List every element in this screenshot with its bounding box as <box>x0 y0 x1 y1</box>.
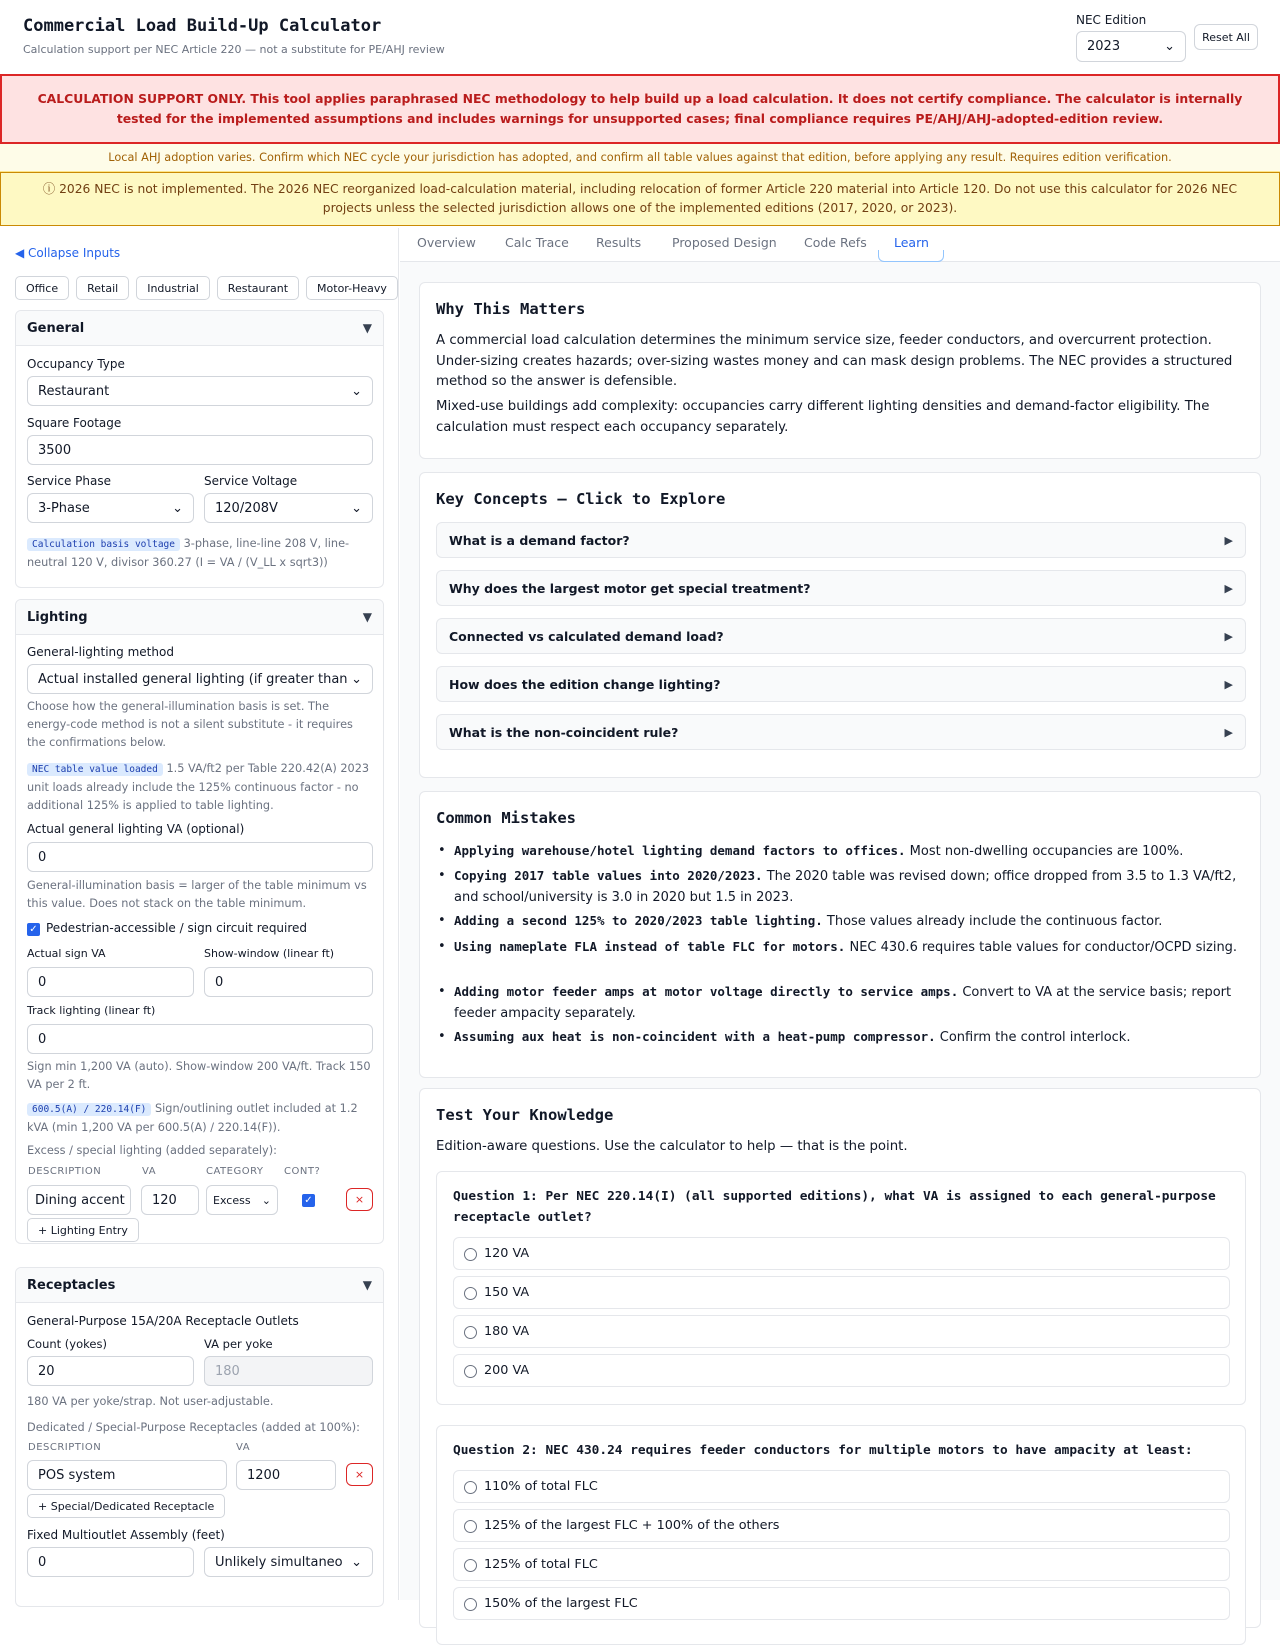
why-paragraph-1: A commercial load calculation determines the minimum service size, feeder conductors, and overcurrent protection. Under-sizing creates hazards; over-sizing wastes money and can mask design problems. The NEC provides a structured method so the answer is defensible. <box>436 333 1233 389</box>
va-per-yoke-input: 180 <box>204 1356 373 1386</box>
actual-lighting-label: Actual general lighting VA (optional) <box>27 822 245 836</box>
question-1 <box>436 1171 1246 1405</box>
mistake-item: • Adding a second 125% to 2020/2023 table lighting. Those values already include the continuous factor. <box>454 910 1244 932</box>
sqft-label: Square Footage <box>27 416 122 430</box>
receptacles-panel <box>15 1267 384 1607</box>
add-dedicated-receptacle-button[interactable]: + Special/Dedicated Receptacle <box>27 1494 225 1518</box>
radio-icon <box>464 1326 477 1339</box>
voltage-label: Service Voltage <box>204 474 298 488</box>
concept-edition-lighting[interactable] <box>436 666 1246 702</box>
page-subtitle: Calculation support per NEC Article 220 — not a substitute for PE/AHJ review <box>23 43 445 56</box>
concept-label: Why does the largest motor get special treatment? <box>449 580 811 596</box>
track-lighting-input[interactable]: 0 <box>27 1024 373 1054</box>
radio-icon <box>464 1365 477 1378</box>
inputs-panel <box>0 228 399 1600</box>
show-window-input[interactable]: 0 <box>204 967 373 997</box>
concept-largest-motor[interactable] <box>436 570 1246 606</box>
multioutlet-usage-value: Unlikely simultaneo <box>215 1554 343 1570</box>
yoke-count-input[interactable]: 20 <box>27 1356 194 1386</box>
q2-option-a[interactable]: 110% of total FLC <box>453 1470 1230 1503</box>
dedicated-desc-input[interactable]: POS system <box>27 1460 227 1490</box>
basis-note <box>27 535 373 572</box>
sign-va-input[interactable]: 0 <box>27 967 194 997</box>
general-panel <box>15 310 384 588</box>
sign-note <box>27 1100 373 1137</box>
tab-calc-trace[interactable]: Calc Trace <box>505 235 569 250</box>
excess-desc-input[interactable]: Dining accent <box>27 1185 131 1215</box>
actual-lighting-hint: General-illumination basis = larger of the table minimum vs this value. Does not stack on the table minimum. <box>27 879 367 910</box>
mistake-item: • Using nameplate FLA instead of table FLC for motors. NEC 430.6 requires table values for conductor/OCPD sizing. <box>454 936 1244 958</box>
concept-label: How does the edition change lighting? <box>449 676 721 692</box>
radio-icon <box>464 1287 477 1300</box>
lighting-method-value: Actual installed general lighting (if greater than <box>38 671 348 687</box>
phase-value: 3-Phase <box>38 500 90 516</box>
col-continuous: CONT? <box>284 1166 321 1177</box>
mistake-item: • Applying warehouse/hotel lighting demand factors to offices. Most non-dwelling occupancies are 100%. <box>454 840 1244 862</box>
va-per-yoke-hint: 180 VA per yoke/strap. Not user-adjustable. <box>27 1395 274 1408</box>
col-va: VA <box>142 1166 157 1177</box>
lighting-method-label: General-lighting method <box>27 645 174 659</box>
multioutlet-usage-select[interactable] <box>204 1547 373 1577</box>
quiz-title: Test Your Knowledge <box>436 1106 614 1124</box>
gp-receptacle-label: General-Purpose 15A/20A Receptacle Outlets <box>27 1314 299 1328</box>
chevron-down-icon: ⌄ <box>261 1193 271 1207</box>
results-area <box>400 228 1280 1611</box>
tab-proposed-design[interactable]: Proposed Design <box>672 235 777 250</box>
dedicated-va-input[interactable]: 1200 <box>236 1460 336 1490</box>
chevron-right-icon: ▶ <box>1224 629 1233 643</box>
mistakes-title: Common Mistakes <box>436 809 576 827</box>
why-title: Why This Matters <box>436 300 586 318</box>
excess-category-select[interactable] <box>206 1185 278 1215</box>
occupancy-value: Restaurant <box>38 383 110 399</box>
lighting-method-select[interactable] <box>27 664 373 694</box>
preset-motor-heavy[interactable]: Motor-Heavy <box>306 276 398 300</box>
lighting-method-hint: Choose how the general-illumination basis is set. The energy-code method is not a silent substitute - it requires the confirmations below. <box>27 700 353 749</box>
remove-receptacle-row-button[interactable]: × <box>346 1463 373 1486</box>
collapse-inputs-link[interactable]: ◀ Collapse Inputs <box>15 246 121 260</box>
why-card <box>419 282 1261 459</box>
sign-text: Sign/outlining outlet included at 1.2 kVA (min 1,200 VA per 600.5(A) / 220.14(F)). <box>27 1102 358 1134</box>
sign-tag: 600.5(A) / 220.14(F) <box>27 1103 151 1116</box>
mistake-item: • Assuming aux heat is non-coincident with a heat-pump compressor. Confirm the control interlock. <box>454 1026 1244 1048</box>
table-value-note <box>27 760 373 815</box>
excess-category-value: Excess <box>213 1193 251 1207</box>
dedicated-label: Dedicated / Special-Purpose Receptacles (added at 100%): <box>27 1421 360 1434</box>
voltage-select[interactable] <box>204 493 373 523</box>
chevron-down-icon: ▼ <box>362 610 372 624</box>
sign-va-label: Actual sign VA <box>27 947 106 960</box>
track-lighting-hint: Sign min 1,200 VA (auto). Show-window 200 VA/ft. Track 150 VA per 2 ft. <box>27 1060 371 1091</box>
concept-label: Connected vs calculated demand load? <box>449 628 724 644</box>
question-2-text: Question 2: NEC 430.24 requires feeder conductors for multiple motors to have ampacity at least: <box>453 1443 1193 1458</box>
count-label: Count (yokes) <box>27 1337 107 1351</box>
chevron-right-icon: ▶ <box>1224 725 1233 739</box>
tab-overview[interactable]: Overview <box>417 235 476 250</box>
tab-results[interactable]: Results <box>596 235 642 250</box>
track-lighting-label: Track lighting (linear ft) <box>27 1004 156 1017</box>
remove-lighting-row-button[interactable]: × <box>346 1188 373 1211</box>
concept-demand-factor[interactable] <box>436 522 1246 558</box>
question-1-text: Question 1: Per NEC 220.14(I) (all supported editions), what VA is assigned to each general-purpose receptacle outlet? <box>453 1189 1216 1225</box>
concepts-title: Key Concepts — Click to Explore <box>436 490 726 508</box>
chevron-right-icon: ▶ <box>1224 533 1233 547</box>
edition-label: NEC Edition <box>1076 13 1147 27</box>
lighting-panel <box>15 599 384 1244</box>
concept-label: What is the non-coincident rule? <box>449 724 679 740</box>
chevron-down-icon: ⌄ <box>351 500 362 516</box>
q2-option-c[interactable]: 125% of total FLC <box>453 1548 1230 1581</box>
q2-option-b[interactable]: 125% of the largest FLC + 100% of the others <box>453 1509 1230 1542</box>
chevron-down-icon: ⌄ <box>172 500 183 516</box>
preset-industrial[interactable]: Industrial <box>136 276 210 300</box>
phase-label: Service Phase <box>27 474 111 488</box>
preset-restaurant[interactable]: Restaurant <box>217 276 299 300</box>
phase-select[interactable] <box>27 493 194 523</box>
multioutlet-input[interactable]: 0 <box>27 1547 194 1577</box>
excess-continuous-checkbox[interactable]: ✓ <box>302 1194 315 1207</box>
chevron-down-icon: ⌄ <box>351 1554 362 1570</box>
mistakes-card <box>419 791 1261 1078</box>
app-header <box>0 0 1280 75</box>
col-va: VA <box>236 1442 251 1453</box>
sign-circuit-checkbox[interactable]: ✓ <box>27 923 40 936</box>
lighting-panel-title: Lighting <box>27 609 88 625</box>
preset-retail[interactable]: Retail <box>76 276 129 300</box>
q1-option-b[interactable]: 150 VA <box>453 1276 1230 1309</box>
why-paragraph-2: Mixed-use buildings add complexity: occupancies carry different lighting densities and demand-factor eligibility. The calculation must respect each occupancy separately. <box>436 399 1210 435</box>
general-panel-header[interactable] <box>16 311 383 346</box>
sqft-input[interactable]: 3500 <box>27 435 373 465</box>
q1-option-a[interactable]: 120 VA <box>453 1237 1230 1270</box>
reset-all-button[interactable]: Reset All <box>1194 24 1258 50</box>
quiz-card <box>419 1088 1261 1628</box>
mistake-item: • Adding motor feeder amps at motor voltage directly to service amps. Convert to VA at the service basis; report feeder ampacity separately. <box>454 981 1244 1024</box>
excess-va-input[interactable]: 120 <box>141 1185 199 1215</box>
preset-office[interactable]: Office <box>15 276 69 300</box>
basis-tag: Calculation basis voltage <box>27 538 180 551</box>
disclaimer-banner: CALCULATION SUPPORT ONLY. This tool applies paraphrased NEC methodology to help build up a load calculation. It does not certify compliance. The calculator is internally tested for the implemented assumptions and includes warnings for unsupported cases; final compliance requires PE/AHJ/AHJ-adopted-edition review. <box>0 74 1280 144</box>
concept-label: What is a demand factor? <box>449 532 630 548</box>
q1-option-d[interactable]: 200 VA <box>453 1354 1230 1387</box>
concept-non-coincident[interactable] <box>436 714 1246 750</box>
actual-lighting-input[interactable]: 0 <box>27 842 373 872</box>
sign-circuit-label: Pedestrian-accessible / sign circuit required <box>46 921 308 935</box>
radio-icon <box>464 1520 477 1533</box>
add-lighting-entry-button[interactable]: + Lighting Entry <box>27 1218 139 1242</box>
col-category: CATEGORY <box>206 1166 264 1177</box>
chevron-down-icon: ⌄ <box>1164 39 1175 54</box>
table-value-tag: NEC table value loaded <box>27 763 163 776</box>
question-2 <box>436 1425 1246 1645</box>
radio-icon <box>464 1248 477 1261</box>
mistake-item: • Copying 2017 table values into 2020/2023. The 2020 table was revised down; office dropped from 3.5 to 1.3 VA/ft2, and school/university is 3.0 in 2020 but 1.5 in 2023. <box>454 865 1244 908</box>
quiz-intro: Edition-aware questions. Use the calculator to help — that is the point. <box>436 1139 908 1154</box>
lighting-panel-header[interactable] <box>16 600 383 635</box>
q1-option-c[interactable]: 180 VA <box>453 1315 1230 1348</box>
va-per-yoke-label: VA per yoke <box>204 1337 273 1351</box>
chevron-down-icon: ⌄ <box>351 671 362 687</box>
ahj-banner: Local AHJ adoption varies. Confirm which NEC cycle your jurisdiction has adopted, and confirm all table values against that edition, before applying any result. Requires edition verification. <box>0 144 1280 172</box>
excess-lighting-label: Excess / special lighting (added separately): <box>27 1144 277 1157</box>
tab-learn[interactable]: Learn <box>894 235 929 250</box>
general-panel-title: General <box>27 320 85 336</box>
occupancy-label: Occupancy Type <box>27 357 125 371</box>
voltage-value: 120/208V <box>215 500 278 516</box>
page-title: Commercial Load Build-Up Calculator <box>23 16 382 36</box>
col-description: DESCRIPTION <box>28 1442 102 1453</box>
q2-option-d[interactable]: 150% of the largest FLC <box>453 1587 1230 1620</box>
chevron-right-icon: ▶ <box>1224 677 1233 691</box>
radio-icon <box>464 1559 477 1572</box>
concepts-card <box>419 472 1261 778</box>
chevron-down-icon: ▼ <box>362 321 372 335</box>
col-description: DESCRIPTION <box>28 1166 102 1177</box>
radio-icon <box>464 1481 477 1494</box>
tab-bar <box>400 228 1280 262</box>
concept-connected-vs-demand[interactable] <box>436 618 1246 654</box>
preset-bar <box>15 276 398 300</box>
receptacles-panel-title: Receptacles <box>27 1277 116 1293</box>
chevron-right-icon: ▶ <box>1224 581 1233 595</box>
table-value-text: 1.5 VA/ft2 per Table 220.42(A) 2023 unit loads already include the 125% continuous factor - no additional 125% is applied to table lighting. <box>27 762 370 812</box>
chevron-down-icon: ⌄ <box>351 383 362 399</box>
edition-select[interactable] <box>1076 31 1186 62</box>
tab-code-refs[interactable]: Code Refs <box>804 235 867 250</box>
edition-warning-banner: ⓘ 2026 NEC is not implemented. The 2026 NEC reorganized load-calculation material, including relocation of former Article 220 material into Article 120. Do not use this calculator for 2026 NEC projects unless the selected jurisdiction allows one of the implemented editions (2017, 2020, or 2023). <box>0 172 1280 226</box>
chevron-down-icon: ▼ <box>362 1278 372 1292</box>
receptacles-panel-header[interactable] <box>16 1268 383 1303</box>
show-window-label: Show-window (linear ft) <box>204 947 335 960</box>
multioutlet-label: Fixed Multioutlet Assembly (feet) <box>27 1528 225 1542</box>
active-tab-indicator <box>878 250 944 262</box>
edition-value: 2023 <box>1087 39 1121 54</box>
occupancy-select[interactable] <box>27 376 373 406</box>
basis-text: 3-phase, line-line 208 V, line-neutral 120 V, divisor 360.27 (I = VA / (V_LL x sqrt3)) <box>27 537 350 569</box>
